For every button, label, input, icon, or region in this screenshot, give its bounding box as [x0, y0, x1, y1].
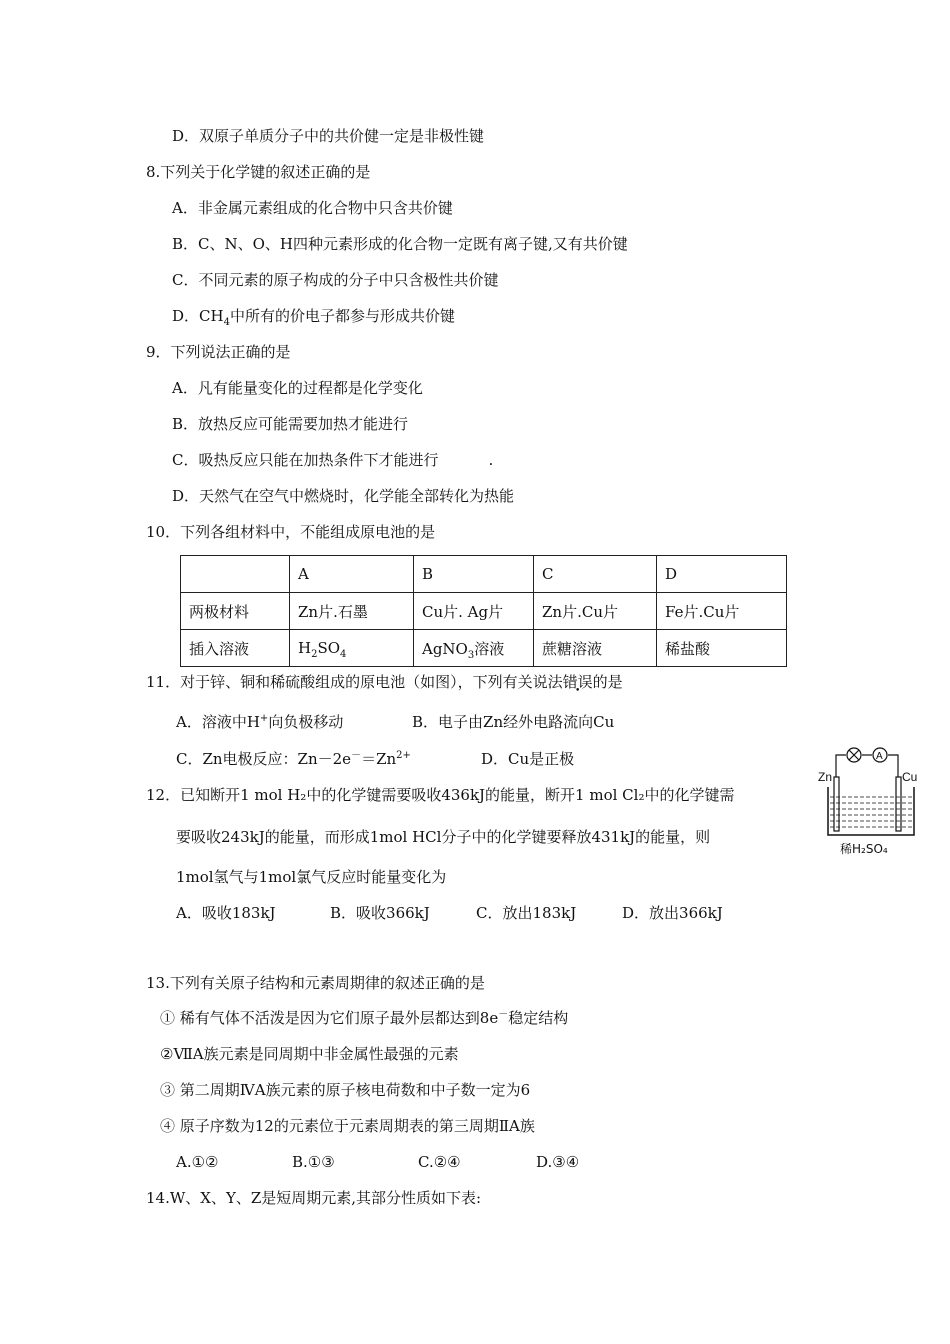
q13-statement-3: ③ 第二周期ⅣA族元素的原子核电荷数和中子数一定为6	[160, 1081, 531, 1099]
q12-option-b: B．吸收366kJ	[330, 904, 430, 922]
q7-option-d: D．双原子单质分子中的共价健一定是非极性键	[172, 127, 485, 145]
table-cell: $H_2SO_4$	[290, 630, 414, 667]
q10-materials-table	[180, 555, 787, 667]
table-cell: 插入溶液	[181, 630, 290, 667]
q13-option-d: D.③④	[536, 1153, 580, 1171]
q13-statement-1: ① 稀有气体不活泼是因为它们原子最外层都达到8e－稳定结构	[160, 1009, 569, 1027]
q12-stem-line-1: 12．已知断开1 mol H₂中的化学键需要吸收436kJ的能量，断开1 mol Cl₂中的化学键需	[146, 786, 735, 804]
q11-option-a: A．溶液中H+向负极移动	[176, 713, 344, 731]
q11-options-row-2	[176, 749, 574, 769]
table-cell: Zn片.石墨	[290, 593, 414, 630]
table-cell: Cu片. Ag片	[414, 593, 534, 630]
q11-options-row-1	[176, 712, 614, 732]
q11-stem: 11．对于锌、铜和稀硫酸组成的原电池（如图），下列有关说法错误的是	[146, 673, 623, 691]
q11-option-c: C．Zn电极反应：$Zn-2e^-=Zn^{2+}$	[176, 750, 411, 768]
q13-statement-4: ④ 原子序数为12的元素位于元素周期表的第三周期ⅡA族	[160, 1117, 535, 1135]
q13-options	[176, 1152, 579, 1172]
table-cell: 两极材料	[181, 593, 290, 630]
q11-option-b: B．电子由Zn经外电路流向Cu	[412, 713, 615, 731]
q12-option-a: A．吸收183kJ	[176, 904, 276, 922]
q12-stem-line-3: 1mol氢气与1mol氯气反应时能量变化为	[176, 868, 447, 886]
q13-option-c: C.②④	[418, 1153, 461, 1171]
q12-stem-line-2: 要吸收243kJ的能量，而形成1mol HCl分子中的化学键要释放431kJ的能量，则	[176, 828, 711, 846]
table-cell	[181, 556, 290, 593]
table-cell: AgNO$_3$溶液	[414, 630, 534, 667]
q13-stem: 13.下列有关原子结构和元素周期律的叙述正确的是	[146, 974, 485, 992]
table-cell: 稀盐酸	[657, 630, 787, 667]
table-row	[181, 593, 787, 630]
q8-option-d: D．$CH_4$中所有的价电子都参与形成共价键	[172, 307, 455, 328]
table-cell: Fe片.Cu片	[657, 593, 787, 630]
q8-option-a: A．非金属元素组成的化合物中只含共价键	[172, 199, 453, 217]
table-row	[181, 556, 787, 593]
q13-option-b: B.①③	[292, 1153, 335, 1171]
cu-electrode-label: Cu	[902, 770, 918, 784]
q9-option-c: C．吸热反应只能在加热条件下才能进行 .	[172, 451, 494, 469]
q14-stem: 14.W、X、Y、Z是短周期元素,其部分性质如下表:	[146, 1189, 482, 1207]
q8-stem: 8.下列关于化学键的叙述正确的是	[146, 163, 371, 181]
q13-statement-2: ②ⅦA族元素是同周期中非金属性最强的元素	[160, 1045, 459, 1063]
figure-caption: 稀H₂SO₄	[840, 842, 888, 856]
q12-option-c: C．放出183kJ	[476, 904, 577, 922]
table-cell: 蔗糖溶液	[534, 630, 657, 667]
galvanic-cell-figure	[818, 743, 922, 863]
q9-option-b: B．放热反应可能需要加热才能进行	[172, 415, 409, 433]
q10-stem: 10．下列各组材料中，不能组成原电池的是	[146, 523, 436, 541]
ammeter-label: A	[876, 751, 883, 762]
q11-option-d: D．Cu是正极	[481, 750, 575, 768]
zn-electrode-label: Zn	[818, 770, 833, 784]
q12-option-d: D．放出366kJ	[622, 904, 723, 922]
q9-option-d: D．天然气在空气中燃烧时，化学能全部转化为热能	[172, 487, 515, 505]
table-row	[181, 630, 787, 667]
table-cell: A	[290, 556, 414, 593]
q13-option-a: A.①②	[176, 1153, 219, 1171]
table-cell: Zn片.Cu片	[534, 593, 657, 630]
table-cell: C	[534, 556, 657, 593]
q12-options	[176, 903, 723, 923]
emphasis-text: 错误	[562, 673, 593, 691]
q9-option-a: A．凡有能量变化的过程都是化学变化	[172, 379, 423, 397]
table-cell: D	[657, 556, 787, 593]
q9-stem: 9．下列说法正确的是	[146, 343, 291, 361]
q8-option-c: C．不同元素的原子构成的分子中只含极性共价键	[172, 271, 499, 289]
q8-option-b: B．C、N、O、H四种元素形成的化合物一定既有离子键,又有共价键	[172, 235, 628, 253]
table-cell: B	[414, 556, 534, 593]
